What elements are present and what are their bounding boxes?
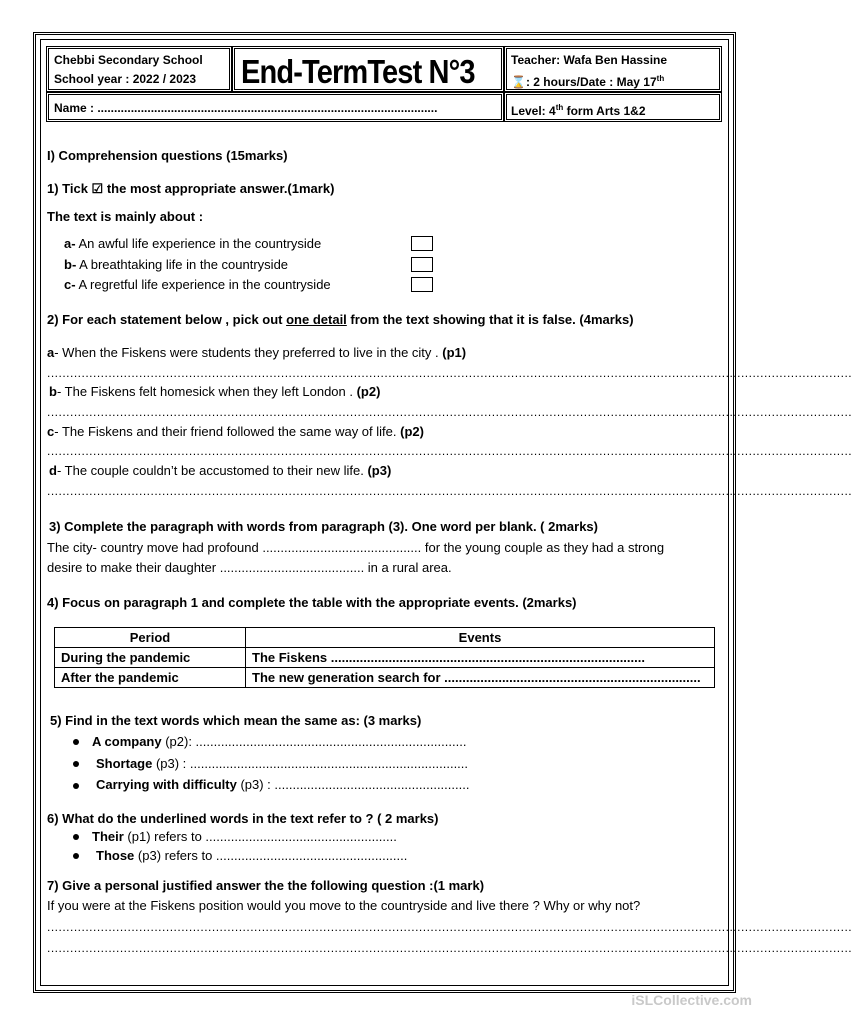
table-row — [55, 668, 715, 688]
q6-item-those[interactable]: Those (p3) refers to ..................................................... — [96, 848, 408, 863]
student-name-field[interactable]: Name : ...................................................................................................... — [54, 101, 438, 115]
level-box — [504, 92, 722, 122]
q5-title: 5) Find in the text words which mean the same as: (3 marks) — [50, 713, 422, 728]
q2-statement-b: b- The Fiskens felt homesick when they left London . (p2) — [49, 384, 381, 399]
q1-checkbox-b[interactable] — [411, 257, 433, 272]
q5-item-carrying[interactable]: Carrying with difficulty (p3) : ...................................................... — [96, 777, 470, 792]
q1-option-a: a- An awful life experience in the countryside — [64, 236, 322, 251]
bullet-icon — [73, 761, 79, 767]
q1-title: 1) Tick ☑ the most appropriate answer.(1mark) — [47, 181, 335, 196]
q2-answer-line-d[interactable]: .................................................................................................................................................................................................................. — [47, 484, 852, 498]
q3-paragraph-line2[interactable]: desire to make their daughter ........................................ in a rural area. — [47, 560, 452, 575]
period-cell: After the pandemic — [55, 668, 246, 688]
q2-statement-a: a- When the Fiskens were students they preferred to live in the city . (p1) — [47, 345, 467, 360]
q6-title: 6) What do the underlined words in the text refer to ? ( 2 marks) — [47, 811, 439, 826]
q3-paragraph-line1[interactable]: The city- country move had profound ............................................ for the young couple as they had a strong — [47, 540, 665, 555]
watermark: iSLCollective.com — [631, 992, 752, 1008]
period-cell: During the pandemic — [55, 648, 246, 668]
q1-option-b: b- A breathtaking life in the countryside — [64, 257, 289, 272]
test-title: End-TermTest N°3 — [241, 53, 475, 90]
q2-statement-d: d- The couple couldn’t be accustomed to their new life. (p3) — [49, 463, 392, 478]
teacher-name: Teacher: Wafa Ben Hassine — [511, 53, 668, 67]
q2-title: 2) For each statement below , pick out one detail from the text showing that it is false. (4marks) — [47, 312, 634, 327]
column-header-events: Events — [246, 628, 715, 648]
q1-checkbox-c[interactable] — [411, 277, 433, 292]
teacher-box — [504, 46, 722, 92]
q2-answer-line-a[interactable]: .................................................................................................................................................................................................................. — [47, 366, 852, 380]
title-box — [232, 46, 504, 92]
section-heading: I) Comprehension questions (15marks) — [47, 148, 288, 163]
q7-title: 7) Give a personal justified answer the the following question :(1 mark) — [47, 878, 485, 893]
q7-answer-line-1[interactable]: .................................................................................................................................................................................................................. — [47, 920, 852, 934]
q2-statement-c: c- The Fiskens and their friend followed the same way of life. (p2) — [47, 424, 424, 439]
table-row — [55, 648, 715, 668]
events-cell[interactable]: The new generation search for ....................................................................... — [246, 668, 715, 688]
class-level: Level: 4th form Arts 1&2 — [511, 103, 646, 118]
school-year: School year : 2022 / 2023 — [54, 72, 197, 86]
q2-answer-line-b[interactable]: .................................................................................................................................................................................................................. — [47, 405, 852, 419]
column-header-period: Period — [55, 628, 246, 648]
events-table — [54, 627, 715, 688]
q3-title: 3) Complete the paragraph with words from paragraph (3). One word per blank. ( 2marks) — [49, 519, 598, 534]
q6-item-their[interactable]: Their (p1) refers to ..................................................... — [92, 829, 397, 844]
q1-option-c: c- A regretful life experience in the countryside — [64, 277, 331, 292]
school-info-box — [46, 46, 232, 92]
bullet-icon — [73, 739, 79, 745]
bullet-icon — [73, 834, 79, 840]
q7-answer-line-2[interactable]: .................................................................................................................................................................................................................. — [47, 941, 852, 955]
q4-title: 4) Focus on paragraph 1 and complete the table with the appropriate events. (2marks) — [47, 595, 577, 610]
bullet-icon — [73, 853, 79, 859]
q1-stem: The text is mainly about : — [47, 209, 204, 224]
q2-answer-line-c[interactable]: .................................................................................................................................................................................................................. — [47, 444, 852, 458]
name-box — [46, 92, 504, 122]
q5-item-shortage[interactable]: Shortage (p3) : ............................................................................. — [96, 756, 469, 771]
events-cell[interactable]: The Fiskens ....................................................................................... — [246, 648, 715, 668]
q5-item-company[interactable]: A company (p2): ........................................................................... — [92, 734, 467, 749]
test-duration-date: ⌛: 2 hours/Date : May 17th — [511, 74, 665, 89]
q7-question: If you were at the Fiskens position would you move to the countryside and live there ? Why or why not? — [47, 898, 641, 913]
school-name: Chebbi Secondary School — [54, 53, 203, 67]
q1-checkbox-a[interactable] — [411, 236, 433, 251]
bullet-icon — [73, 783, 79, 789]
